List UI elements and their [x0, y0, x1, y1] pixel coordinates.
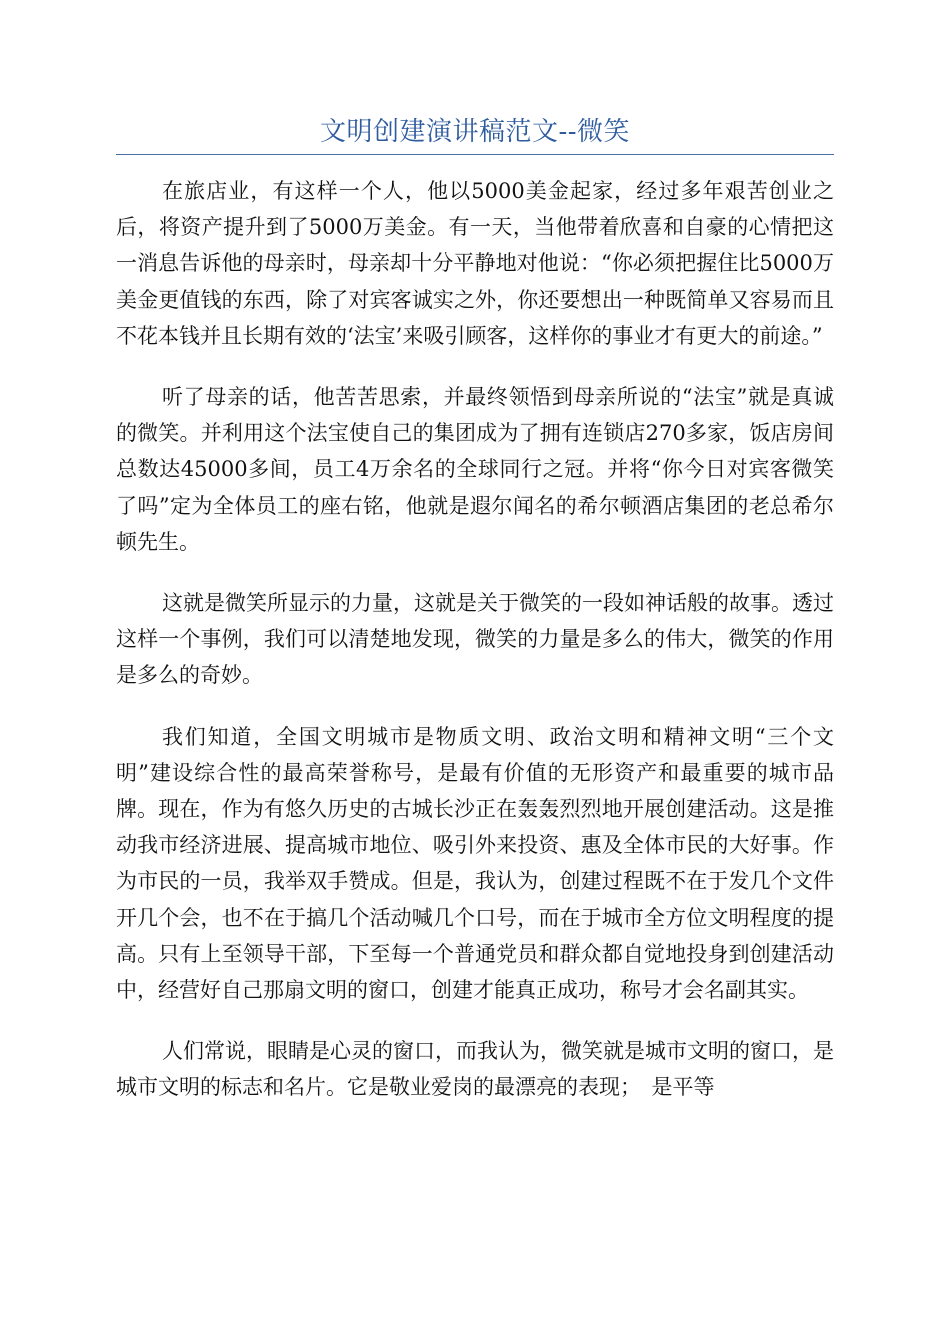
paragraph-4: 我们知道，全国文明城市是物质文明、政治文明和精神文明“三个文明”建设综合性的最高荣誉称号，是最有价值的无形资产和最重要的城市品牌。现在，作为有悠久历史的古城长沙正在轰轰烈烈地开展创建活动。这是推动我市经济进展、提高城市地位、吸引外来投资、惠及全体市民的大好事。作为市民的一员，我举双手赞成。但是，我认为，创建过程既不在于发几个文件开几个会，也不在于搞几个活动喊几个口号，而在于城市全方位文明程度的提高。只有上至领导干部，下至每一个普通党员和群众都自觉地投身到创建活动中，经营好自己那扇文明的窗口，创建才能真正成功，称号才会名副其实。 — [116, 724, 834, 1003]
paragraph-1: 在旅店业，有这样一个人，他以5000美金起家，经过多年艰苦创业之后，将资产提升到了5000万美金。有一天，当他带着欣喜和自豪的心情把这一消息告诉他的母亲时，母亲却十分平静地对他说：“你必须把握住比5000万美金更值钱的东西，除了对宾客诚实之外，你还要想出一种既简单又容易而且不花本钱并且长期有效的‘法宝’来吸引顾客，这样你的事业才有更大的前途。” — [116, 179, 834, 348]
paragraph-2: 听了母亲的话，他苦苦思索，并最终领悟到母亲所说的“法宝”就是真诚的微笑。并利用这个法宝使自己的集团成为了拥有连锁店270多家，饭店房间总数达45000多间，员工4万余名的全球同行之冠。并将“你今日对宾客微笑了吗”定为全体员工的座右铭，他就是遐尔闻名的希尔顿酒店集团的老总希尔顿先生。 — [116, 385, 834, 554]
paragraph-3: 这就是微笑所显示的力量，这就是关于微笑的一段如神话般的故事。透过这样一个事例，我们可以清楚地发现，微笑的力量是多么的伟大，微笑的作用是多么的奇妙。 — [116, 591, 834, 688]
title-underline — [116, 154, 834, 155]
document-body — [116, 173, 834, 1131]
document-title: 文明创建演讲稿范文--微笑 — [319, 117, 631, 147]
paragraph-5: 人们常说，眼睛是心灵的窗口，而我认为，微笑就是城市文明的窗口，是城市文明的标志和名片。它是敬业爱岗的最漂亮的表现； 是平等 — [116, 1039, 834, 1100]
